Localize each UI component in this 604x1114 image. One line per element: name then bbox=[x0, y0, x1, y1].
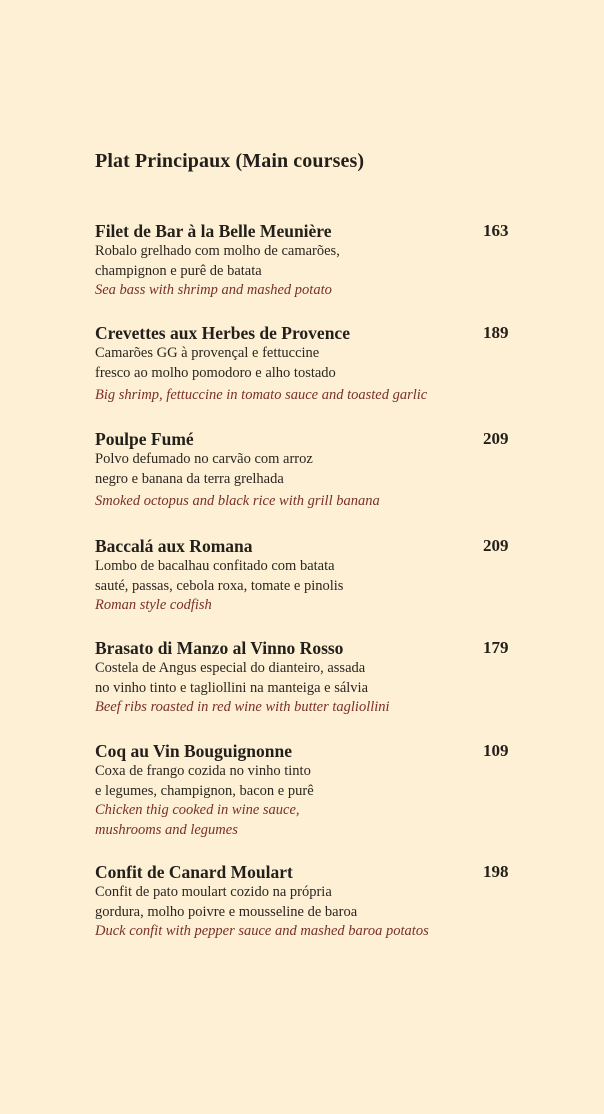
dish-translation: mushrooms and legumes bbox=[95, 821, 238, 838]
menu-item-header bbox=[95, 220, 515, 242]
dish-name: Crevettes aux Herbes de Provence bbox=[95, 323, 350, 343]
menu-item bbox=[95, 428, 515, 512]
dish-translation: Smoked octopus and black rice with grill banana bbox=[95, 493, 380, 509]
dish-name: Baccalá aux Romana bbox=[95, 536, 253, 556]
dish-price: 179 bbox=[483, 638, 509, 657]
dish-description: Polvo defumado no carvão com arroz bbox=[95, 451, 313, 467]
menu-item bbox=[95, 535, 515, 616]
dish-name: Coq au Vin Bouguignonne bbox=[95, 741, 292, 761]
menu-item-header bbox=[95, 428, 515, 450]
dish-description: Costela de Angus especial do dianteiro, assada bbox=[95, 660, 366, 676]
dish-description: Coxa de frango cozida no vinho tinto bbox=[95, 763, 311, 779]
dish-description: sauté, passas, cebola roxa, tomate e pinolis bbox=[95, 577, 344, 594]
dish-translation: Chicken thig cooked in wine sauce, bbox=[95, 802, 300, 818]
dish-price: 163 bbox=[483, 221, 509, 240]
dish-description: fresco ao molho pomodoro e alho tostado bbox=[95, 364, 336, 381]
dish-name: Brasato di Manzo al Vinno Rosso bbox=[95, 638, 344, 658]
menu-item bbox=[95, 322, 515, 406]
dish-price: 209 bbox=[483, 536, 509, 555]
dish-description: Confit de pato moulart cozido na própria bbox=[95, 884, 332, 900]
dish-name: Filet de Bar à la Belle Meunière bbox=[95, 221, 332, 241]
menu-item-header bbox=[95, 535, 515, 557]
dish-description: Camarões GG à provençal e fettuccine bbox=[95, 345, 320, 361]
dish-name: Poulpe Fumé bbox=[95, 429, 194, 449]
dish-name: Confit de Canard Moulart bbox=[95, 862, 293, 882]
dish-price: 198 bbox=[483, 862, 509, 881]
dish-description: negro e banana da terra grelhada bbox=[95, 470, 284, 487]
dish-description: Lombo de bacalhau confitado com batata bbox=[95, 558, 335, 574]
dish-description: gordura, molho poivre e mousseline de baroa bbox=[95, 903, 358, 920]
menu-item bbox=[95, 740, 515, 840]
dish-description: no vinho tinto e tagliollini na manteiga e sálvia bbox=[95, 679, 369, 696]
dish-price: 209 bbox=[483, 429, 509, 448]
menu-item bbox=[95, 637, 515, 718]
menu-item-header bbox=[95, 322, 515, 344]
dish-price: 109 bbox=[483, 741, 509, 760]
dish-translation: Duck confit with pepper sauce and mashed baroa potatos bbox=[95, 923, 429, 939]
menu-item bbox=[95, 861, 515, 942]
dish-translation: Sea bass with shrimp and mashed potato bbox=[95, 282, 332, 298]
menu-item-header bbox=[95, 740, 515, 762]
menu-item bbox=[95, 220, 515, 301]
section-title: Plat Principaux (Main courses) bbox=[95, 150, 365, 172]
dish-description: champignon e purê de batata bbox=[95, 262, 262, 279]
dish-translation: Big shrimp, fettuccine in tomato sauce and toasted garlic bbox=[95, 387, 428, 403]
dish-description: e legumes, champignon, bacon e purê bbox=[95, 782, 314, 799]
menu-item-header bbox=[95, 637, 515, 659]
dish-description: Robalo grelhado com molho de camarões, bbox=[95, 243, 340, 259]
dish-translation: Roman style codfish bbox=[95, 597, 212, 613]
dish-translation: Beef ribs roasted in red wine with butter tagliollini bbox=[95, 699, 390, 715]
dish-price: 189 bbox=[483, 323, 509, 342]
menu-item-header bbox=[95, 861, 515, 883]
